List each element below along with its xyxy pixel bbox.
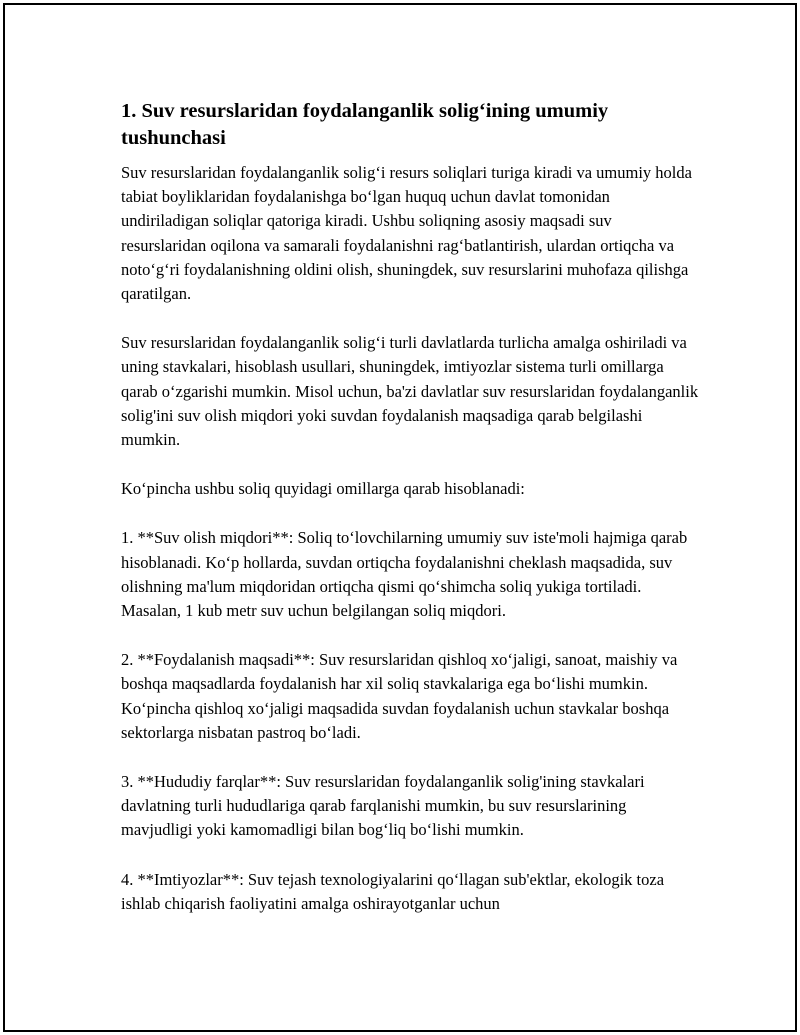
list-item-purpose: 2. **Foydalanish maqsadi**: Suv resurslaridan qishloq xo‘jaligi, sanoat, maishiy va boshqa maqsadlarda foydalanish har xil soliq stavkalariga ega bo‘lishi mumkin. Ko‘pincha qishloq xo‘jaligi maqsadida suvdan foydalanish uchun stavkalar boshqa sektorlarga nisbatan pastroq bo‘ladi. [121,650,678,742]
paragraph-implementation: Suv resurslaridan foydalanganlik solig‘i turli davlatlarda turlicha amalga oshiriladi va uning stavkalari, hisoblash usullari, shuningdek, imtiyozlar sistema turli omillarga qarab o‘zgarishi mumkin. Misol uchun, ba'zi davlatlar suv resurslaridan foydalanganlik solig'ini suv olish miqdori yoki suvdan foydalanish maqsadiga qarab belgilashi mumkin. [121,333,699,450]
paragraph-factors-lead: Ko‘pincha ushbu soliq quyidagi omillarga qarab hisoblanadi: [121,479,525,499]
paragraph-intro: Suv resurslaridan foydalanganlik solig‘i resurs soliqlari turiga kiradi va umumiy holda tabiat boyliklaridan foydalanishga bo‘lgan huquq uchun davlat tomonidan undiriladigan soliqlar qatoriga kiradi. Ushbu soliqning asosiy maqsadi suv resurslaridan oqilona va samarali foydalanishni rag‘batlantirish, ulardan ortiqcha va noto‘g‘ri foydalanishning oldini olish, shuningdek, suv resurslarini muhofaza qilishga qaratilgan. [121,163,692,304]
section-heading: 1. Suv resurslaridan foydalanganlik solig‘ining umumiy tushunchasi [121,100,609,149]
document-page [3,3,797,1032]
list-item-regional: 3. **Hududiy farqlar**: Suv resurslaridan foydalanganlik solig'ining stavkalari davlatning turli hududlariga qarab farqlanishi mumkin, bu suv resurslarining mavjudligi yoki kamomadligi bilan bog‘liq bo‘lishi mumkin. [121,772,645,840]
list-item-water-volume: 1. **Suv olish miqdori**: Soliq to‘lovchilarning umumiy suv iste'moli hajmiga qarab hisoblanadi. Ko‘p hollarda, suvdan ortiqcha foydalanishni cheklash maqsadida, suv olishning ma'lum miqdoridan ortiqcha qismi qo‘shimcha soliq yukiga tortiladi. Masalan, 1 kub metr suv uchun belgilangan soliq miqdori. [121,528,688,621]
list-item-exemptions: 4. **Imtiyozlar**: Suv tejash texnologiyalarini qo‘llagan sub'ektlar, ekologik toza ishlab chiqarish faoliyatini amalga oshirayotganlar uchun [121,869,665,913]
document-body [121,98,701,941]
